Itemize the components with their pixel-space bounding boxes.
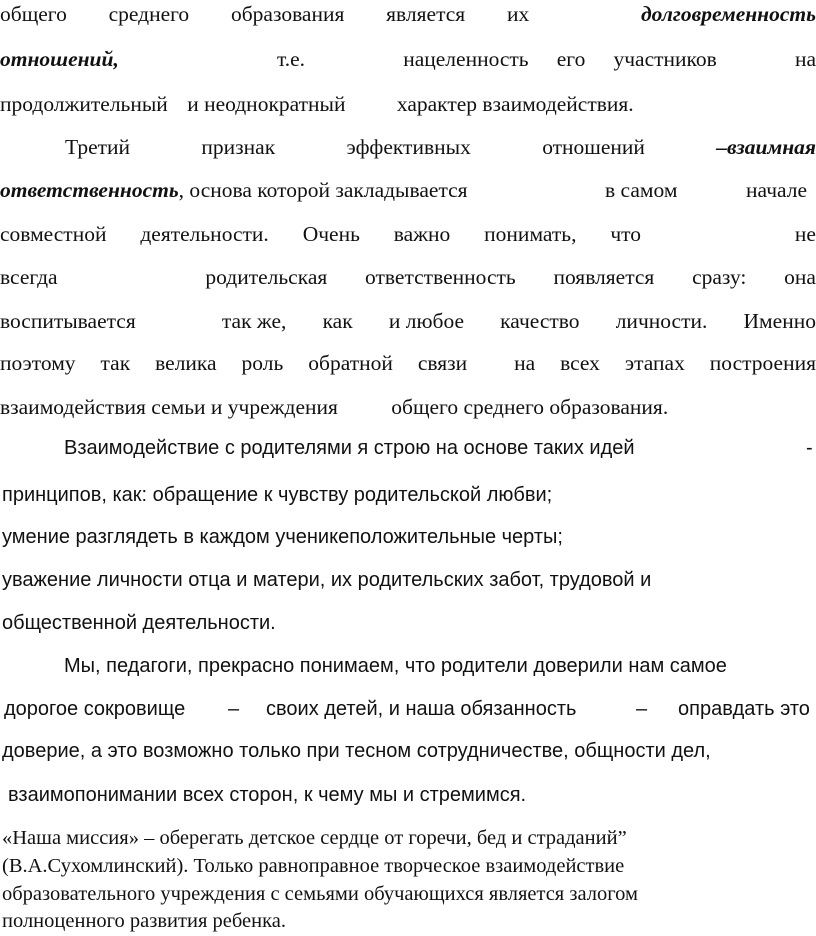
p1-line-1: [0, 4, 816, 26]
p2-l6-w1: поэтому: [0, 351, 76, 375]
p2-line-6: [0, 353, 816, 375]
p2-l3-w5: понимать,: [484, 222, 577, 246]
p2-l6-w10: построения: [709, 351, 816, 375]
p5-line-2: (В.А.Сухомлинский). Только равноправное творческое взаимодействие: [2, 855, 625, 877]
p4-l2-w1: дорогое сокровище: [4, 698, 186, 720]
p2-l3-w7: не: [794, 222, 816, 246]
p4-l2-dash-2: –: [636, 698, 648, 720]
p3-l3-w2: положительные черты;: [349, 526, 563, 548]
p5-line-4: полноценного развития ребенка.: [2, 910, 286, 932]
p2-l1-emphasis: –взаимная: [716, 135, 816, 159]
p2-l2-w3: в самом: [605, 178, 678, 202]
p1-l1-w3: образования: [230, 2, 345, 26]
p1-l1-w5: их: [506, 2, 530, 26]
p2-l1-w1: Третий: [65, 135, 131, 159]
p5-line-1: «Наша миссия» – оберегать детское сердце от горечи, бед и страданий”: [2, 827, 627, 849]
p2-l6-w8: всех: [560, 351, 600, 375]
p2-l5-w3: как: [322, 309, 353, 333]
p2-l5-w5: качество: [500, 309, 580, 333]
p2-l4-w1: всегда: [0, 265, 58, 289]
p3-line-3: [2, 527, 816, 547]
p3-line-4: уважение личности отца и матери, их родительских забот, трудовой и: [2, 569, 652, 591]
p5-line-3: образовательного учреждения с семьями обучающихся является залогом: [2, 883, 638, 905]
p2-l3-w3: Очень: [302, 222, 360, 246]
p2-l5-w2: так же,: [221, 309, 287, 333]
p1-l3-w2: и неоднократный: [187, 92, 346, 116]
p2-l5-w6: личности.: [615, 309, 708, 333]
p4-l2-w5: оправдать это: [678, 698, 810, 720]
p2-l3-w2: деятельности.: [140, 222, 269, 246]
p2-l5-w1: воспитывается: [0, 309, 136, 333]
p2-l4-w3: ответственность: [365, 265, 516, 289]
p1-l1-w1: общего: [0, 2, 67, 26]
p1-l3-w3: характер взаимодействия.: [396, 92, 634, 116]
p3-line-2: принципов, как: обращение к чувству родительской любви;: [2, 484, 553, 506]
p2-l4-w5: сразу:: [692, 265, 747, 289]
p2-line-2: [0, 180, 816, 202]
p2-line-4: [0, 267, 816, 289]
p2-l5-w7: Именно: [743, 309, 816, 333]
p1-l2-w4: его: [556, 47, 586, 71]
p2-line-1: [0, 137, 816, 159]
p2-line-5: [0, 311, 816, 333]
p1-l3-w1: продолжительный: [0, 92, 168, 116]
p3-l3-w1: умение разглядеть в каждом ученике: [2, 526, 350, 548]
p2-l3-w6: что: [610, 222, 642, 246]
p2-l7-w2: общего среднего образования.: [391, 395, 669, 419]
p2-l3-w1: совместной: [0, 222, 107, 246]
p2-l6-w6: связи: [417, 351, 468, 375]
p1-line-3: [0, 94, 816, 116]
p2-l6-w2: так: [100, 351, 131, 375]
p3-l1-w2: -: [806, 437, 813, 459]
p4-line-1: Мы, педагоги, прекрасно понимаем, что родители доверили нам самое: [64, 656, 727, 676]
p1-l2-w5: участников: [613, 47, 717, 71]
p1-l1-w4: является: [386, 2, 466, 26]
p1-l1-emphasis: долговременность: [641, 2, 816, 26]
p2-l6-w9: этапах: [624, 351, 685, 375]
p4-l2-dash-1: –: [228, 698, 240, 720]
p1-l2-w3: нацеленность: [403, 47, 529, 71]
p3-line-5: общественной деятельности.: [2, 612, 276, 634]
p2-l1-w2: признак: [201, 135, 276, 159]
p4-line-3: доверие, а это возможно только при тесном сотрудничестве, общности дел,: [2, 741, 711, 761]
p2-line-7: [0, 397, 816, 419]
p2-l4-w2: родительская: [205, 265, 328, 289]
p2-l6-w5: обратной: [308, 351, 393, 375]
p2-line-3: [0, 224, 816, 246]
p3-l1-w1: Взаимодействие с родителями я строю на основе таких идей: [64, 437, 635, 459]
p2-l1-w3: эффективных: [346, 135, 471, 159]
p2-l2-w4: начале: [746, 178, 808, 202]
p1-l2-w6: на: [794, 47, 816, 71]
p4-line-2: [4, 699, 816, 719]
p1-line-2: [0, 49, 816, 71]
p2-l2-w2: , основа которой закладывается: [178, 178, 468, 202]
p2-l4-w4: появляется: [553, 265, 655, 289]
p2-l7-w1: взаимодействия семьи и учреждения: [0, 395, 338, 419]
p1-l2-w2: т.е.: [276, 47, 306, 71]
p4-l2-w3: своих детей, и наша обязанность: [266, 698, 577, 720]
p2-l6-w3: велика: [155, 351, 217, 375]
p2-l3-w4: важно: [393, 222, 451, 246]
p2-l2-emphasis: ответственность: [0, 178, 179, 202]
p2-l4-w6: она: [784, 265, 816, 289]
p2-l5-w4: и любое: [388, 309, 464, 333]
p1-l2-emphasis: отношений,: [0, 47, 119, 71]
p4-line-4: взаимопонимании всех сторон, к чему мы и стремимся.: [8, 784, 527, 806]
p1-l1-w2: среднего: [108, 2, 190, 26]
p2-l1-w4: отношений: [542, 135, 645, 159]
p2-l6-w7: на: [514, 351, 536, 375]
p2-l6-w4: роль: [241, 351, 284, 375]
